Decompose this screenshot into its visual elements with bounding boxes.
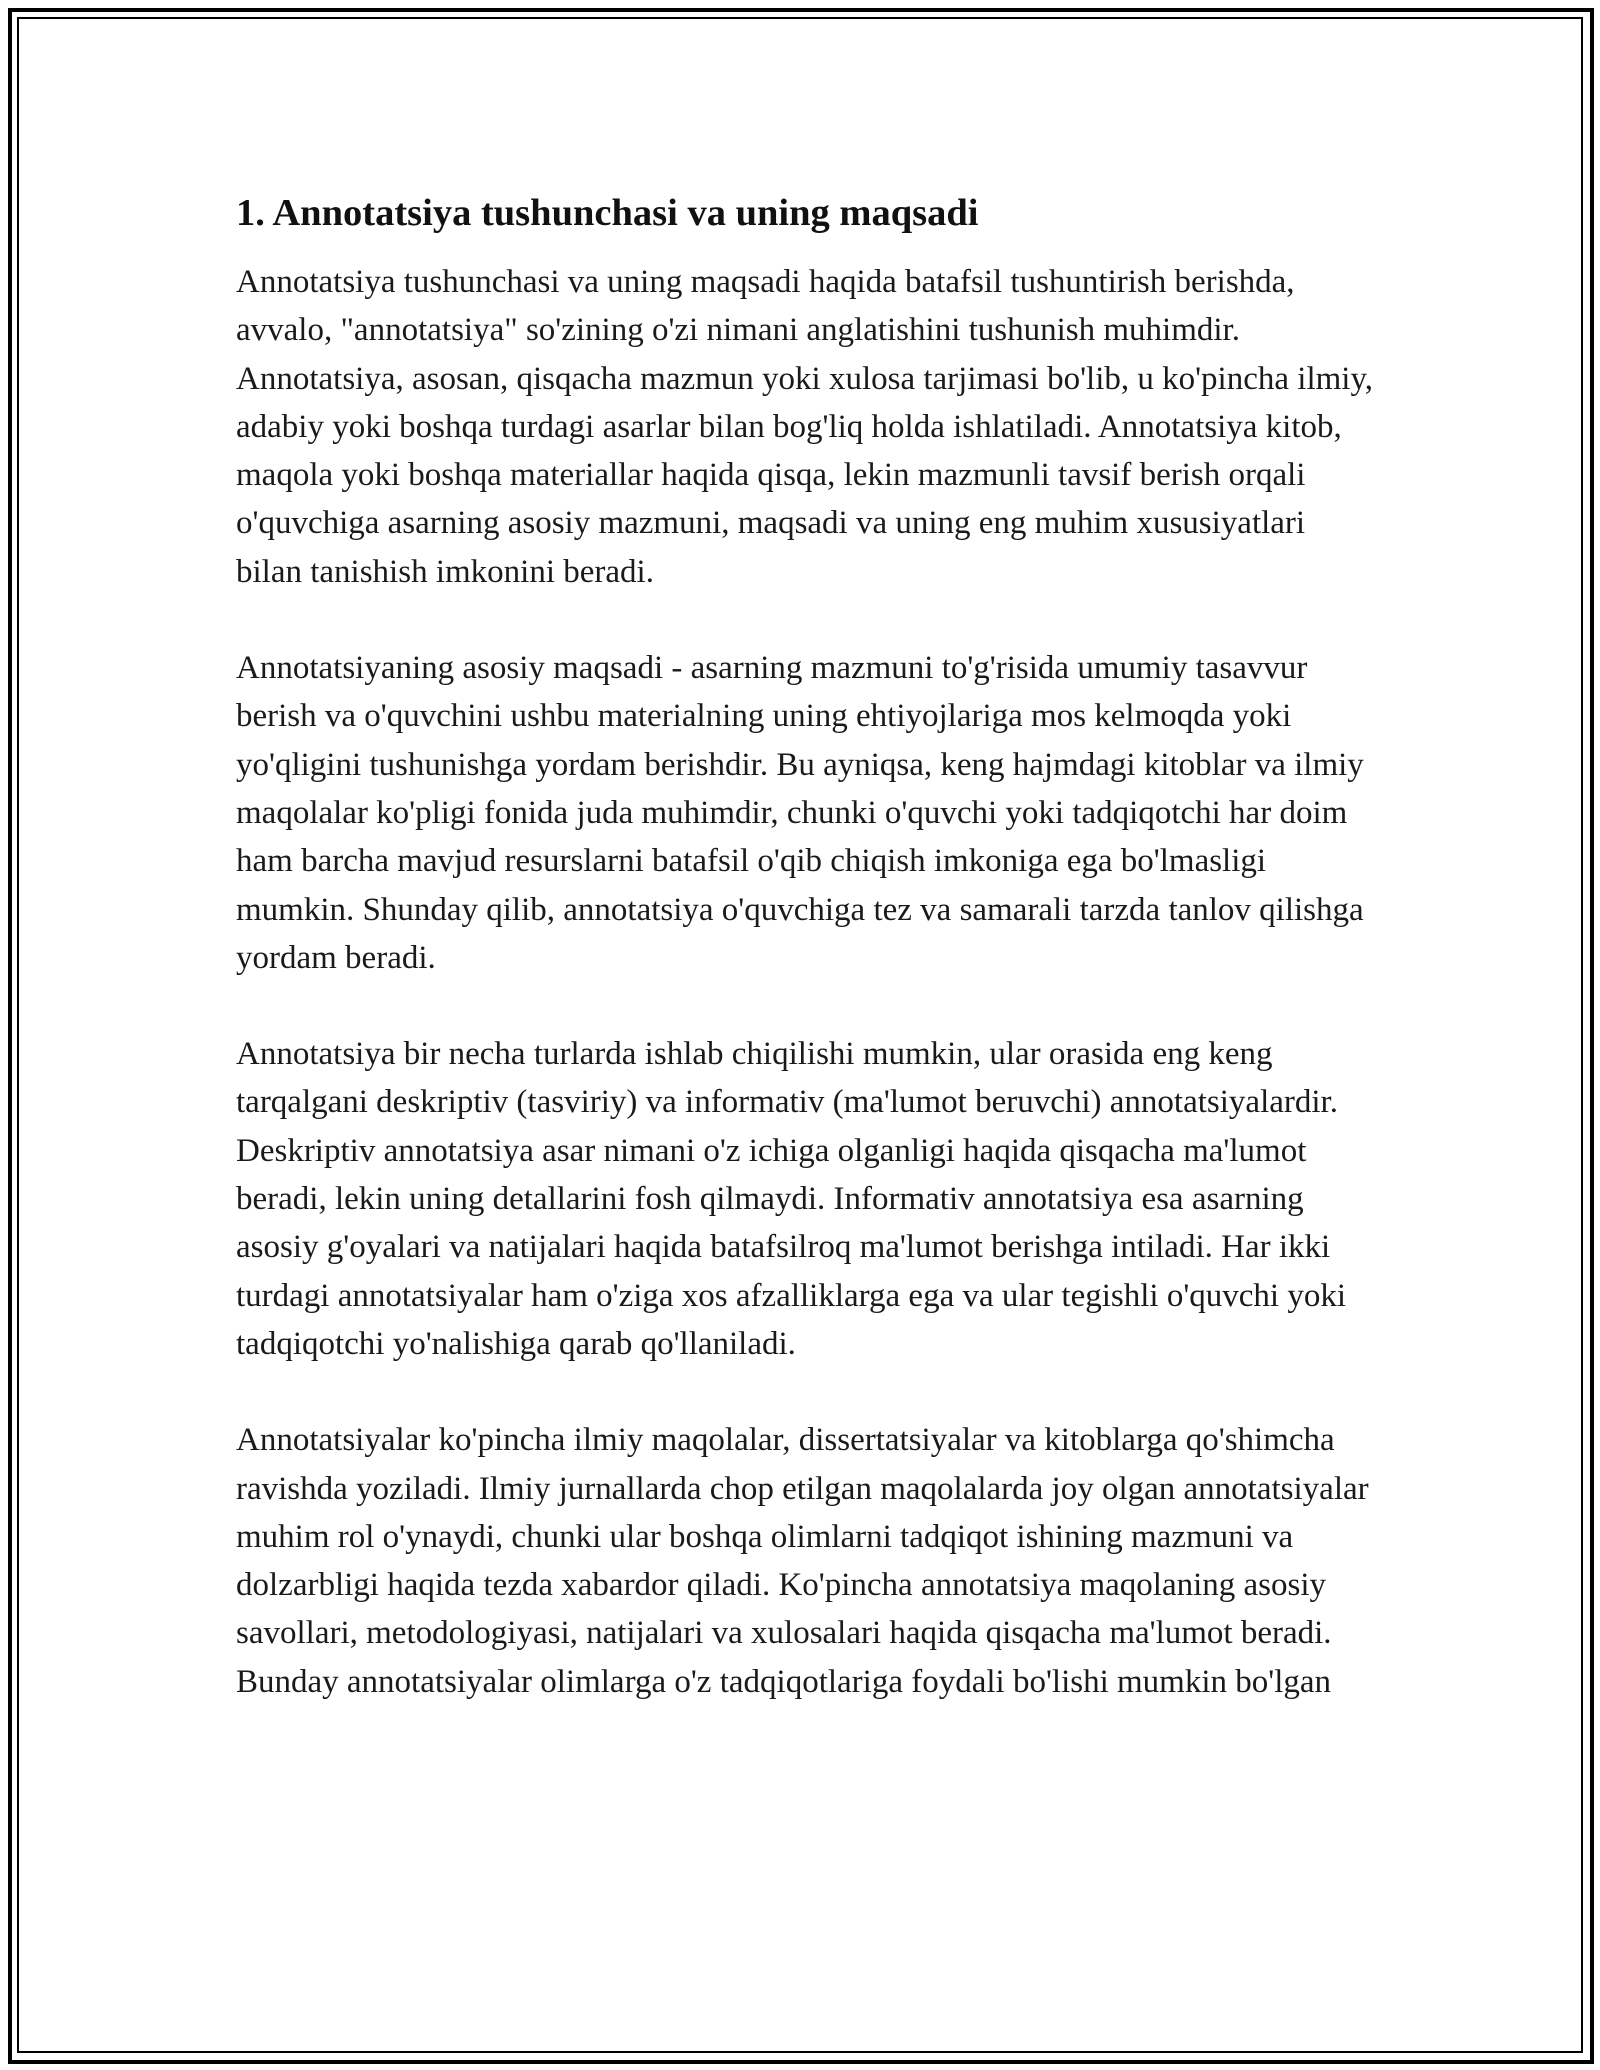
document-body — [236, 188, 1376, 1754]
section-heading: 1. Annotatsiya tushunchasi va uning maqsadi — [236, 192, 979, 234]
paragraph-4: Annotatsiyalar ko'pincha ilmiy maqolalar, dissertatsiyalar va kitoblarga qo'shimcha ravishda yoziladi. Ilmiy jurnallarda chop etilgan maqolalarda joy olgan annotatsiyalar muhim rol o'ynaydi, chunki ular boshqa olimlarni tadqiqot ishining mazmuni va dolzarbligi haqida tezda xabardor qiladi. Ko'pincha annotatsiya maqolaning asosiy savollari, metodologiyasi, natijalari va xulosalari haqida qisqacha ma'lumot beradi. Bunday annotatsiyalar olimlarga o'z tadqiqotlariga foydali bo'lishi mumkin bo'lgan — [236, 1422, 1369, 1700]
paragraph-1: Annotatsiya tushunchasi va uning maqsadi haqida batafsil tushuntirish berishda, avvalo, "annotatsiya" so'zining o'zi nimani anglatishini tushunish muhimdir. Annotatsiya, asosan, qisqacha mazmun yoki xulosa tarjimasi bo'lib, u ko'pincha ilmiy, adabiy yoki boshqa turdagi asarlar bilan bog'liq holda ishlatiladi. Annotatsiya kitob, maqola yoki boshqa materiallar haqida qisqa, lekin mazmunli tavsif berish orqali o'quvchiga asarning asosiy mazmuni, maqsadi va uning eng muhim xususiyatlari bilan tanishish imkonini beradi. — [236, 264, 1374, 590]
paragraph-3: Annotatsiya bir necha turlarda ishlab chiqilishi mumkin, ular orasida eng keng tarqalgani deskriptiv (tasviriy) va informativ (ma'lumot beruvchi) annotatsiyalardir. Deskriptiv annotatsiya asar nimani o'z ichiga olganligi haqida qisqacha ma'lumot beradi, lekin uning detallarini fosh qilmaydi. Informativ annotatsiya esa asarning asosiy g'oyalari va natijalari haqida batafsilroq ma'lumot berishga intiladi. Har ikki turdagi annotatsiyalar ham o'ziga xos afzalliklarga ega va ular tegishli o'quvchi yoki tadqiqotchi yo'nalishiga qarab qo'llaniladi. — [236, 1036, 1347, 1362]
paragraph-2: Annotatsiyaning asosiy maqsadi - asarning mazmuni to'g'risida umumiy tasavvur berish va o'quvchini ushbu materialning uning ehtiyojlariga mos kelmoqda yoki yo'qligini tushunishga yordam berishdir. Bu ayniqsa, keng hajmdagi kitoblar va ilmiy maqolalar ko'pligi fonida juda muhimdir, chunki o'quvchi yoki tadqiqotchi har doim ham barcha mavjud resurslarni batafsil o'qib chiqish imkoniga ega bo'lmasligi mumkin. Shunday qilib, annotatsiya o'quvchiga tez va samarali tarzda tanlov qilishga yordam beradi. — [236, 650, 1364, 976]
